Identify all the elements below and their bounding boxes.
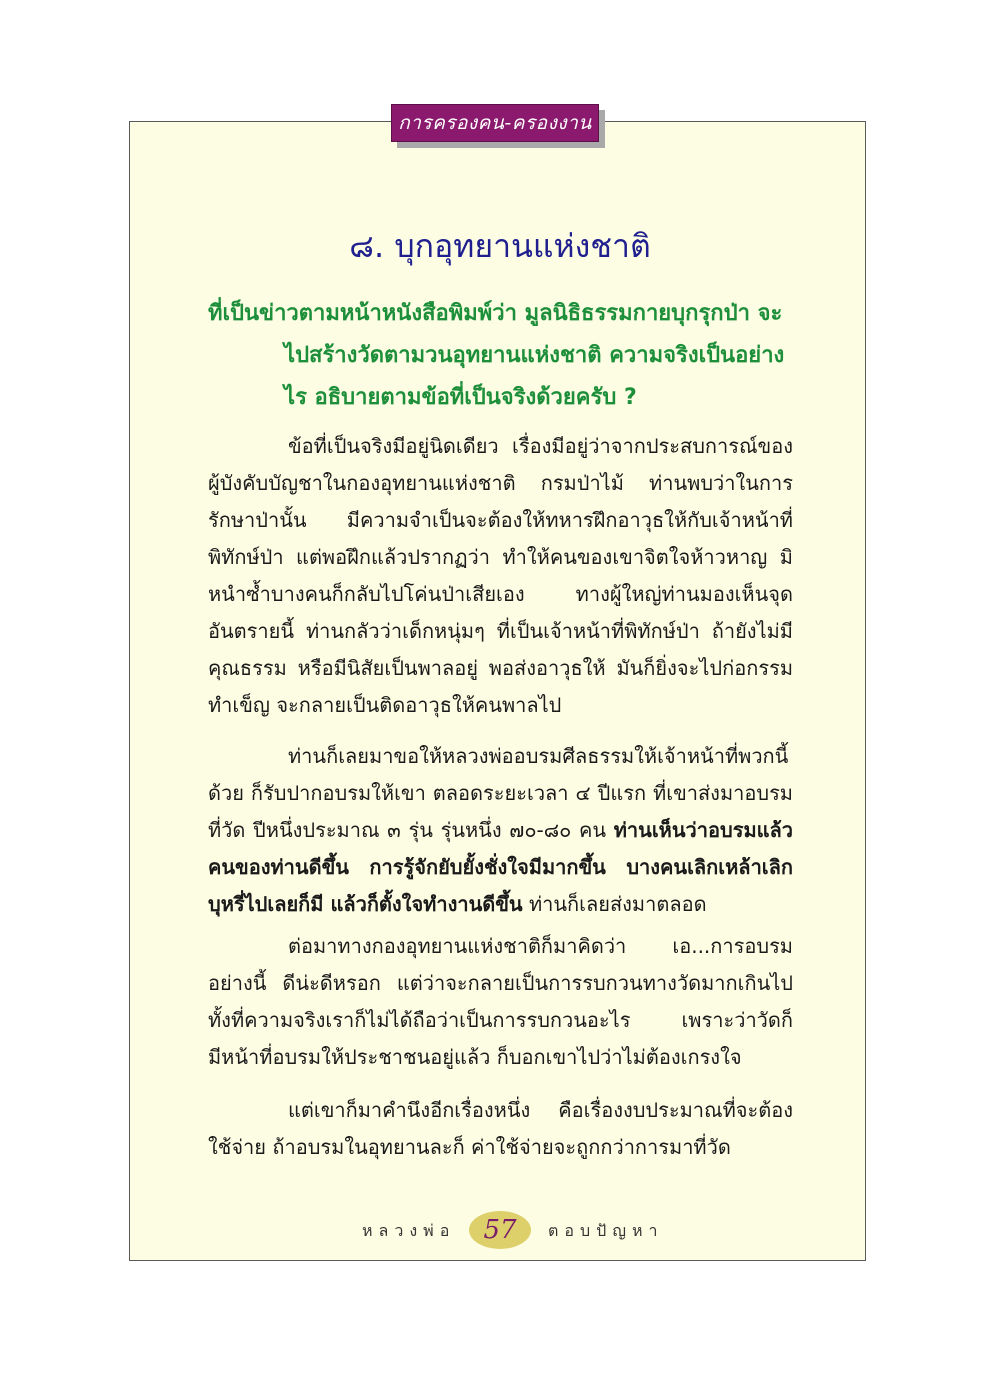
footer-left-text: หลวงพ่อ: [362, 1221, 456, 1240]
paragraph-4: แต่เขาก็มาคำนึงอีกเรื่องหนึ่ง คือเรื่องงบประมาณที่จะต้องใช้จ่าย ถ้าอบรมในอุทยานละก็ ค่าใช้จ่ายจะถูกกว่าการมาที่วัด: [208, 1098, 793, 1159]
section-tag: การครองคน-ครองงาน: [391, 104, 599, 142]
page-footer: [0, 1211, 1000, 1251]
paragraph-2-bold-text: ท่านเห็นว่าอบรมแล้วคนของท่านดีขึ้น การรู้จักยับยั้งชั่งใจมีมากขึ้น บางคนเลิกเหล้าเลิกบุหรี่ไปเลยก็มี แล้วก็ตั้งใจทำงานดีขึ้น: [208, 818, 793, 916]
paragraph-2-text: ท่านก็เลยมาขอให้หลวงพ่ออบรมศีลธรรมให้เจ้าหน้าที่พวกนี้ด้วย ก็รับปากอบรมให้เขา ตลอดระยะเวลา ๔ ปีแรก ที่เขาส่งมาอบรมที่วัด ปีหนึ่งประมาณ ๓ รุ่น รุ่นหนึ่ง ๗๐-๘๐ คน: [208, 744, 793, 842]
question-line-2: ไปสร้างวัดตามวนอุทยานแห่งชาติ ความจริงเป็นอย่าง: [284, 343, 785, 368]
footer-right-text: ตอบปัญหา: [548, 1221, 664, 1240]
paragraph-2: [208, 738, 793, 923]
chapter-title: ๘. บุกอุทยานแห่งชาติ: [349, 227, 651, 265]
paragraph-1: ข้อที่เป็นจริงมีอยู่นิดเดียว เรื่องมีอยู่ว่าจากประสบการณ์ของผู้บังคับบัญชาในกองอุทยานแห่งชาติ กรมป่าไม้ ท่านพบว่าในการรักษาป่านั้น มีความจำเป็นจะต้องให้ทหารฝึกอาวุธให้กับเจ้าหน้าที่พิทักษ์ป่า แต่พอฝึกแล้วปรากฏว่า ทำให้คนของเขาจิตใจห้าวหาญ มิหนำซ้ำบางคนก็กลับไปโค่นป่าเสียเอง ทางผู้ใหญ่ท่านมองเห็นจุดอันตรายนี้ ท่านกลัวว่าเด็กหนุ่มๆ ที่เป็นเจ้าหน้าที่พิทักษ์ป่า ถ้ายังไม่มีคุณธรรม หรือมีนิสัยเป็นพาลอยู่ พอส่งอาวุธให้ มันก็ยิ่งจะไปก่อกรรมทำเข็ญ จะกลายเป็นติดอาวุธให้คนพาลไป: [208, 434, 793, 717]
question-line-3: ไร อธิบายตามข้อที่เป็นจริงด้วยครับ ?: [284, 385, 637, 410]
question-block: [208, 293, 793, 419]
paragraph-3: ต่อมาทางกองอุทยานแห่งชาติก็มาคิดว่า เอ...การอบรมอย่างนี้ ดีน่ะดีหรอก แต่ว่าจะกลายเป็นการรบกวนทางวัดมากเกินไป ทั้งที่ความจริงเราก็ไม่ได้ถือว่าเป็นการรบกวนอะไร เพราะว่าวัดก็มีหน้าที่อบรมให้ประชาชนอยู่แล้ว ก็บอกเขาไปว่าไม่ต้องเกรงใจ: [208, 934, 793, 1069]
page-number: 57: [469, 1211, 531, 1249]
question-line-1: ที่เป็นข่าวตามหน้าหนังสือพิมพ์ว่า มูลนิธิธรรมกายบุกรุกป่า จะ: [208, 301, 783, 326]
paragraph-2-tail: ท่านก็เลยส่งมาตลอด: [522, 892, 707, 916]
